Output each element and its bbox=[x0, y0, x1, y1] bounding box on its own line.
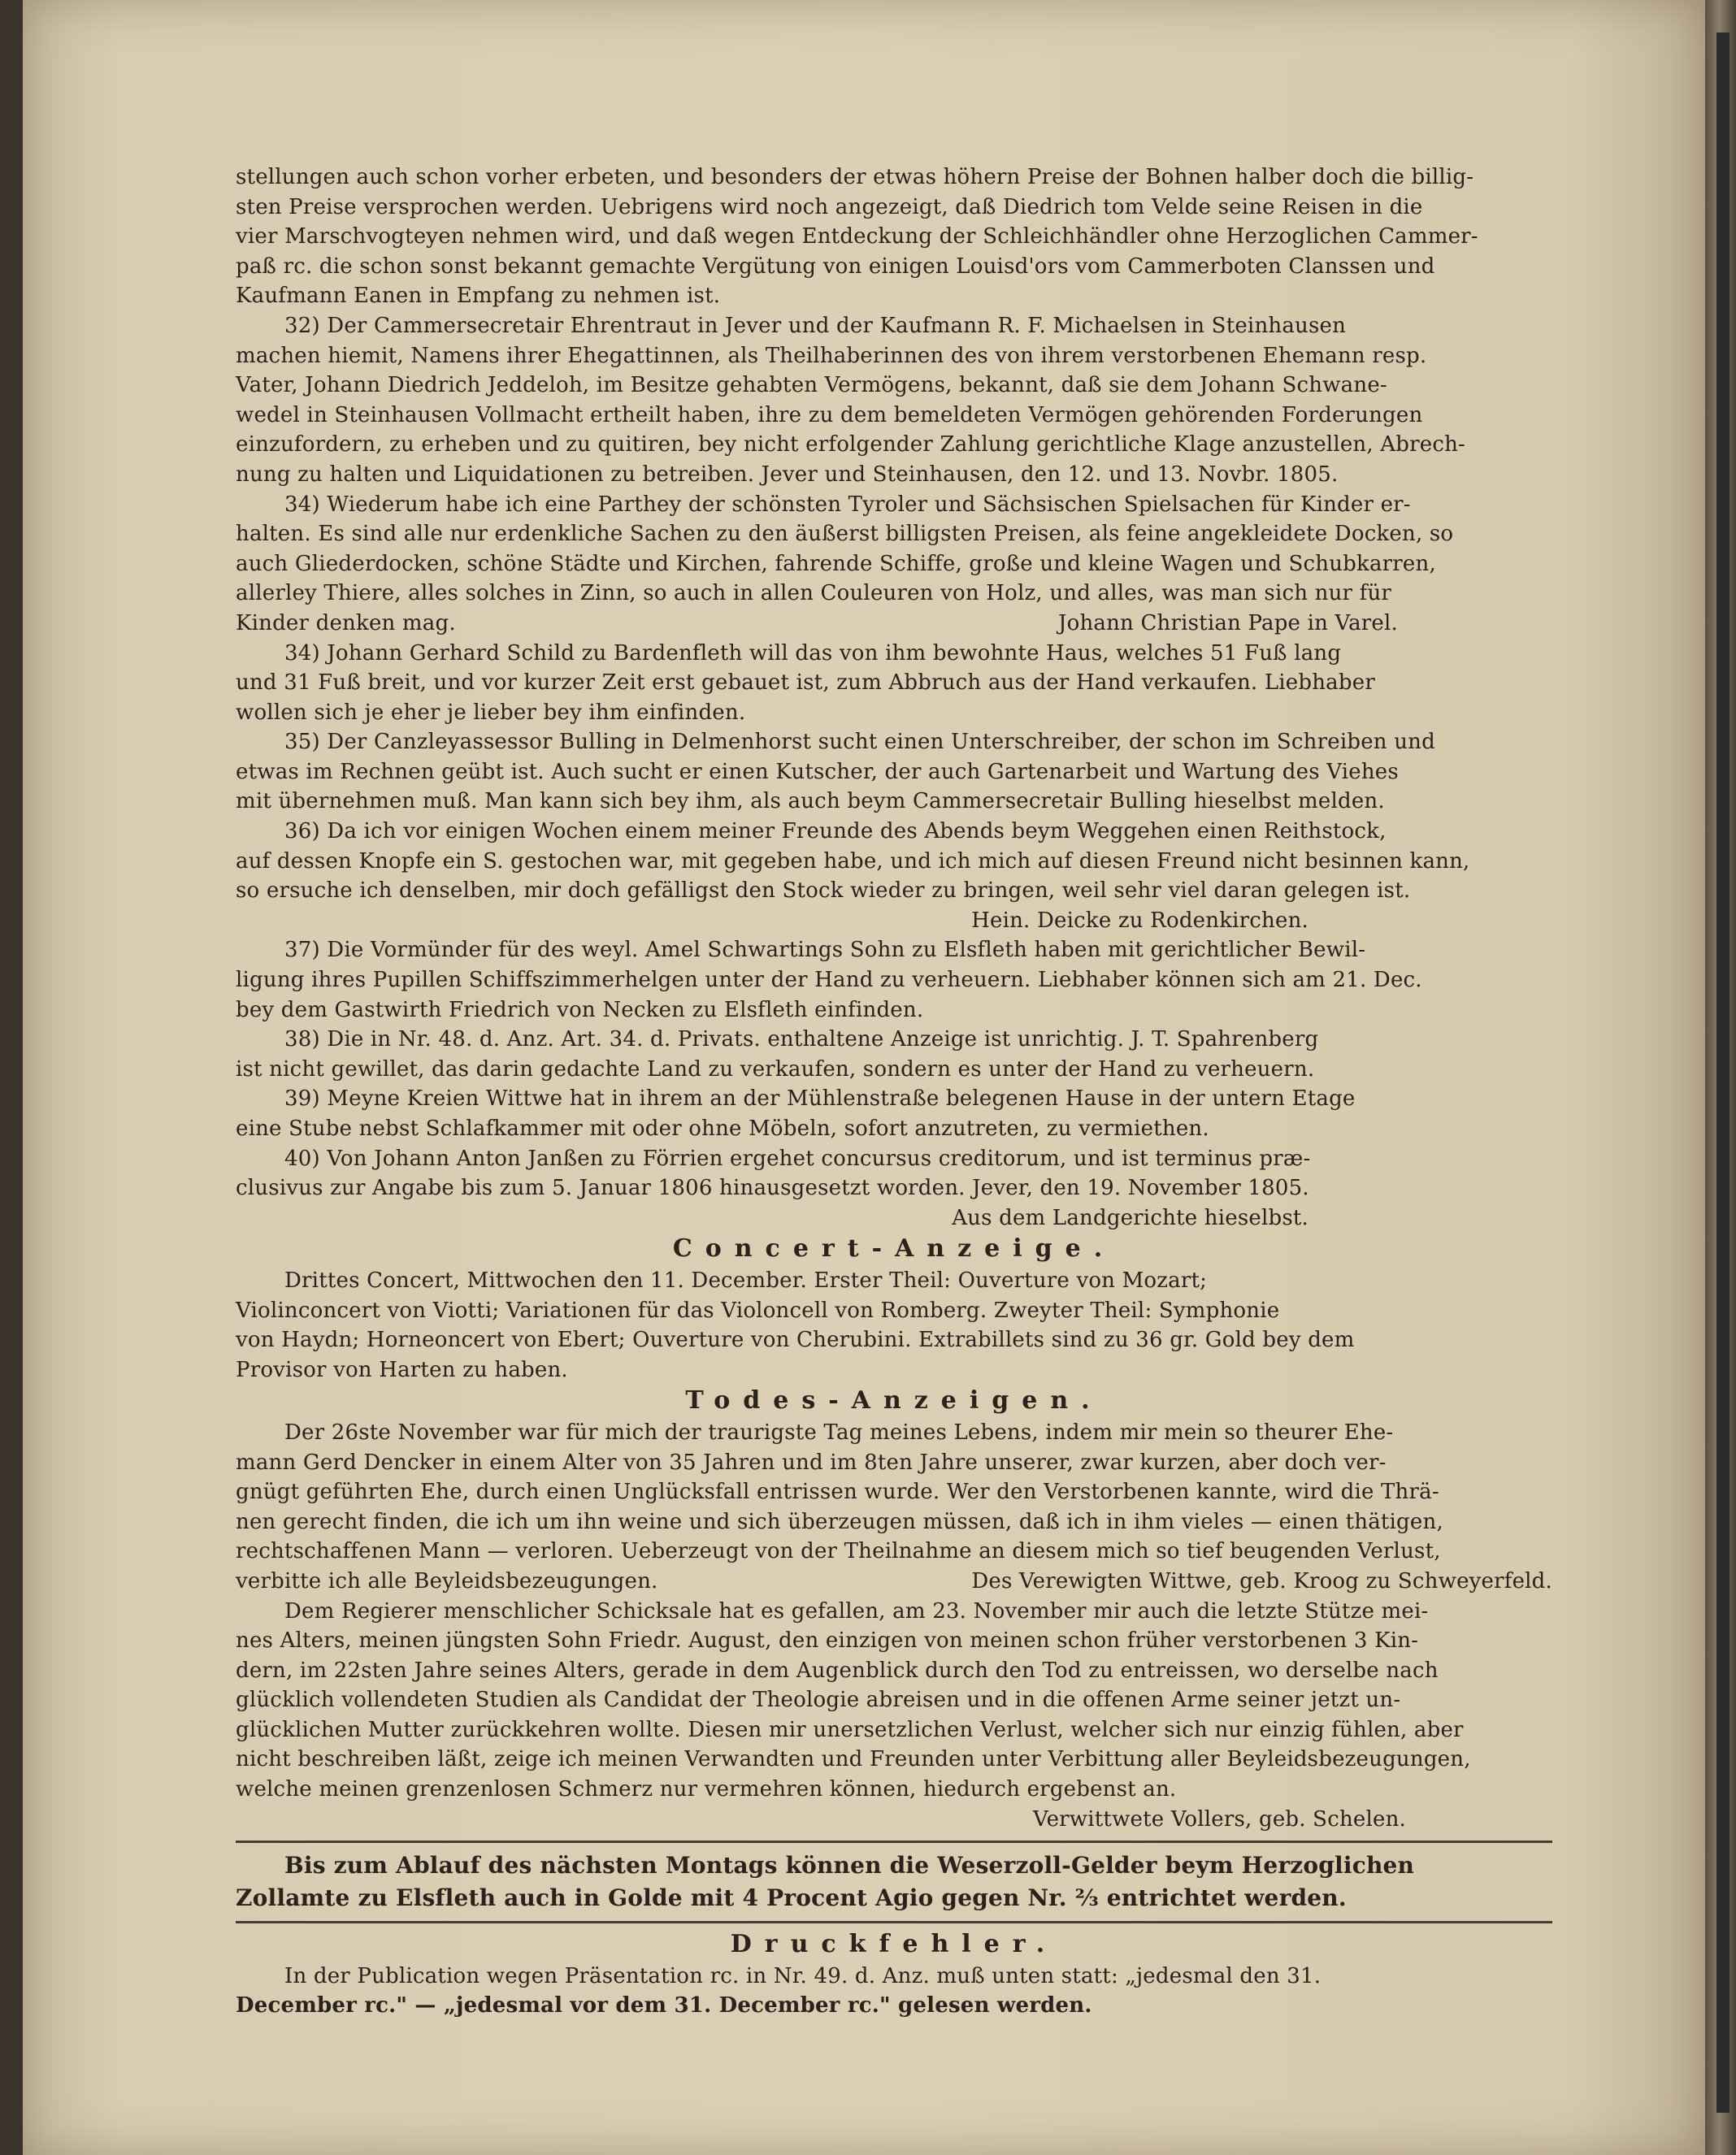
text-line: gnügt geführten Ehe, durch einen Unglücksfall entrissen wurde. Wer den Verstorbenen kannte, wird die Thrä- bbox=[236, 1480, 1439, 1505]
text-line: nicht beschreiben läßt, zeige ich meinen Verwandten und Freunden unter Verbittung aller Beyleidsbezeugungen, bbox=[236, 1747, 1471, 1772]
text-line: Kaufmann Eanen in Empfang zu nehmen ist. bbox=[236, 284, 721, 309]
text-line: 35) Der Canzleyassessor Bulling in Delmenhorst sucht einen Unterschreiber, der schon im Schreiben und bbox=[284, 730, 1435, 755]
signature: Johann Christian Pape in Varel. bbox=[1057, 610, 1398, 635]
text-line-with-signature bbox=[236, 1567, 1552, 1597]
text-line: halten. Es sind alle nur erdenkliche Sachen zu den äußerst billigsten Preisen, als feine angekleidete Docken, so bbox=[236, 522, 1454, 547]
notice-32 bbox=[236, 311, 1552, 490]
notice-34-house bbox=[236, 639, 1552, 728]
text-line: rechtschaffenen Mann — verloren. Ueberzeugt von der Theilnahme an diesem mich so tief beugenden Verlust, bbox=[236, 1539, 1441, 1564]
text-line: wollen sich je eher je lieber bey ihm einfinden. bbox=[236, 700, 746, 725]
text-line: vier Marschvogteyen nehmen wird, und daß wegen Entdeckung der Schleichhändler ohne Herzoglichen Cammer- bbox=[236, 224, 1478, 249]
text-line: von Haydn; Horneoncert von Ebert; Ouverture von Cherubini. Extrabillets sind zu 36 gr. Gold bey dem bbox=[236, 1328, 1355, 1353]
errata-section bbox=[236, 1930, 1552, 2021]
text-line: nen gerecht finden, die ich um ihn weine und sich überzeugen müssen, daß ich in ihm vieles — einen thätigen, bbox=[236, 1509, 1443, 1534]
text-line: allerley Thiere, alles solches in Zinn, so auch in allen Couleuren von Holz, und alles, was man sich nur für bbox=[236, 581, 1392, 606]
text-line: 40) Von Johann Anton Janßen zu Förrien ergehet concursus creditorum, und ist terminus præ- bbox=[284, 1146, 1311, 1171]
notice-38 bbox=[236, 1025, 1552, 1084]
section-heading: Todes-Anzeigen. bbox=[685, 1386, 1103, 1416]
divider-rule bbox=[236, 1841, 1552, 1843]
text-line: welche meinen grenzenlosen Schmerz nur vermehren können, hiedurch ergebenst an. bbox=[236, 1777, 1177, 1802]
text-line: 34) Johann Gerhard Schild zu Bardenfleth will das von ihm bewohnte Haus, welches 51 Fuß lang bbox=[284, 640, 1342, 666]
text-line: December rc." — „jedesmal vor dem 31. December rc." gelesen werden. bbox=[236, 1993, 1092, 2018]
signature: Verwittwete Vollers, geb. Schelen. bbox=[1033, 1806, 1406, 1832]
text-line: einzufordern, zu erheben und zu quitiren, bey nicht erfolgender Zahlung gerichtliche Klage anzustellen, Abrech- bbox=[236, 432, 1466, 457]
text-line: mann Gerd Dencker in einem Alter von 35 Jahren und im 8ten Jahre unserer, zwar kurzen, aber doch ver- bbox=[236, 1450, 1387, 1475]
text-line: auch Gliederdocken, schöne Städte und Kirchen, fahrende Schiffe, große und kleine Wagen und Schubkarren, bbox=[236, 551, 1436, 576]
text-line: nung zu halten und Liquidationen zu betreiben. Jever und Steinhausen, den 12. und 13. Novbr. 1805. bbox=[236, 462, 1339, 487]
customs-notice bbox=[236, 1849, 1552, 1914]
text-line: eine Stube nebst Schlafkammer mit oder ohne Möbeln, sofort anzutreten, zu vermiethen. bbox=[236, 1117, 1209, 1141]
text-line: 39) Meyne Kreien Wittwe hat in ihrem an der Mühlenstraße belegenen Hause in der untern Etage bbox=[284, 1086, 1356, 1112]
divider-rule bbox=[236, 1921, 1552, 1923]
notice-37 bbox=[236, 935, 1552, 1025]
text-line: und 31 Fuß breit, und vor kurzer Zeit erst gebauet ist, zum Abbruch aus der Hand verkaufen. Liebhaber bbox=[236, 670, 1375, 696]
text-line: ligung ihres Pupillen Schiffszimmerhelgen unter der Hand zu verheuern. Liebhaber können sich am 21. Dec. bbox=[236, 968, 1422, 993]
section-heading: Druckfehler. bbox=[730, 1930, 1058, 1959]
text-line: glücklich vollendeten Studien als Candidat der Theologie abreisen und in die offenen Arme seiner jetzt un- bbox=[236, 1688, 1401, 1713]
text-line: glücklichen Mutter zurückkehren wollte. Diesen mir unersetzlichen Verlust, welcher sich nur einzig fühlen, aber bbox=[236, 1717, 1464, 1742]
text-line: clusivus zur Angabe bis zum 5. Januar 1806 hinausgesetzt worden. Jever, den 19. November 1805. bbox=[236, 1176, 1309, 1201]
signature: Aus dem Landgerichte hieselbst. bbox=[952, 1205, 1309, 1230]
scan-edge-strip bbox=[1716, 33, 1729, 2113]
text-line: 32) Der Cammersecretair Ehrentraut in Jever und der Kaufmann R. F. Michaelsen in Steinhausen bbox=[284, 313, 1347, 338]
signature: Des Verewigten Wittwe, geb. Kroog zu Schweyerfeld. bbox=[971, 1568, 1552, 1593]
concert-section bbox=[236, 1234, 1552, 1385]
text-fragment: verbitte ich alle Beyleidsbezeugungen. bbox=[236, 1568, 658, 1593]
text-line: stellungen auch schon vorher erbeten, und besonders der etwas höhern Preise der Bohnen halber doch die billig- bbox=[236, 165, 1474, 189]
notice-34-toys bbox=[236, 490, 1552, 639]
text-line: Bis zum Ablauf des nächsten Montags können die Weserzoll-Gelder beym Herzoglichen bbox=[284, 1852, 1415, 1880]
text-line: Dem Regierer menschlicher Schicksale hat es gefallen, am 23. November mir auch die letzte Stütze mei- bbox=[284, 1598, 1429, 1624]
text-line: wedel in Steinhausen Vollmacht ertheilt haben, ihre zu dem bemeldeten Vermögen gehörenden Forderungen bbox=[236, 402, 1423, 427]
text-line: etwas im Rechnen geübt ist. Auch sucht er einen Kutscher, der auch Gartenarbeit und Wartung des Viehes bbox=[236, 759, 1399, 784]
text-line: Provisor von Harten zu haben. bbox=[236, 1357, 568, 1382]
notice-39 bbox=[236, 1084, 1552, 1143]
text-line: Drittes Concert, Mittwochen den 11. December. Erster Theil: Ouverture von Mozart; bbox=[284, 1268, 1208, 1293]
text-line: 34) Wiederum habe ich eine Parthey der schönsten Tyroler und Sächsischen Spielsachen für Kinder er- bbox=[284, 492, 1411, 517]
page-text bbox=[236, 163, 1552, 2021]
death-notices-section bbox=[236, 1386, 1552, 1834]
section-heading: Concert-Anzeige. bbox=[672, 1234, 1116, 1264]
text-line: In der Publication wegen Präsentation rc. in Nr. 49. d. Anz. muß unten statt: „jedesmal den 31. bbox=[284, 1963, 1322, 1988]
text-line: Violinconcert von Viotti; Variationen für das Violoncell von Romberg. Zweyter Theil: Symphonie bbox=[236, 1298, 1280, 1323]
text-line: Der 26ste November war für mich der traurigste Tag meines Lebens, indem mir mein so theurer Ehe- bbox=[284, 1420, 1394, 1445]
text-fragment: Kinder denken mag. bbox=[236, 610, 456, 635]
text-line: 36) Da ich vor einigen Wochen einem meiner Freunde des Abends beym Weggehen einen Reithstock, bbox=[284, 819, 1387, 844]
text-line: bey dem Gastwirth Friedrich von Necken zu Elsfleth einfinden. bbox=[236, 997, 924, 1022]
signature: Hein. Deicke zu Rodenkirchen. bbox=[971, 908, 1309, 933]
text-line: mit übernehmen muß. Man kann sich bey ihm, als auch beym Cammersecretair Bulling hieselbst melden. bbox=[236, 789, 1385, 814]
text-line: Zollamte zu Elsfleth auch in Golde mit 4 Procent Agio gegen Nr. ⅔ entrichtet werden. bbox=[236, 1884, 1347, 1912]
text-line: machen hiemit, Namens ihrer Ehegattinnen, als Theilhaberinnen des von ihrem verstorbenen Ehemann resp. bbox=[236, 343, 1427, 368]
notice-31-continuation bbox=[236, 163, 1552, 311]
text-line: auf dessen Knopfe ein S. gestochen war, mit gegeben habe, und ich mich auf diesen Freund nicht besinnen kann, bbox=[236, 848, 1470, 874]
text-line: 37) Die Vormünder für des weyl. Amel Schwartings Sohn zu Elsfleth haben mit gerichtlicher Bewil- bbox=[284, 938, 1366, 963]
text-line: dern, im 22sten Jahre seines Alters, gerade in dem Augenblick durch den Tod zu entreissen, wo derselbe nach bbox=[236, 1658, 1439, 1683]
text-line: sten Preise versprochen werden. Uebrigens wird noch angezeigt, daß Diedrich tom Velde seine Reisen in die bbox=[236, 194, 1423, 219]
text-line-with-signature bbox=[236, 609, 1552, 639]
text-line: Vater, Johann Diedrich Jeddeloh, im Besitze gehabten Vermögens, bekannt, daß sie dem Johann Schwane- bbox=[236, 373, 1387, 398]
text-line: 38) Die in Nr. 48. d. Anz. Art. 34. d. Privats. enthaltene Anzeige ist unrichtig. J. T. Spahrenberg bbox=[284, 1027, 1319, 1052]
notice-35 bbox=[236, 727, 1552, 817]
text-line: so ersuche ich denselben, mir doch gefälligst den Stock wieder zu bringen, weil sehr viel daran gelegen ist. bbox=[236, 878, 1411, 904]
notice-40 bbox=[236, 1144, 1552, 1234]
notice-36 bbox=[236, 817, 1552, 935]
text-line: ist nicht gewillet, das darin gedachte Land zu verkaufen, sondern es unter der Hand zu verheuern. bbox=[236, 1056, 1315, 1082]
text-line: paß rc. die schon sonst bekannt gemachte Vergütung von einigen Louisd'ors vom Cammerboten Clanssen und bbox=[236, 254, 1435, 279]
text-line: nes Alters, meinen jüngsten Sohn Friedr. August, den einzigen von meinen schon früher verstorbenen 3 Kin- bbox=[236, 1628, 1419, 1654]
